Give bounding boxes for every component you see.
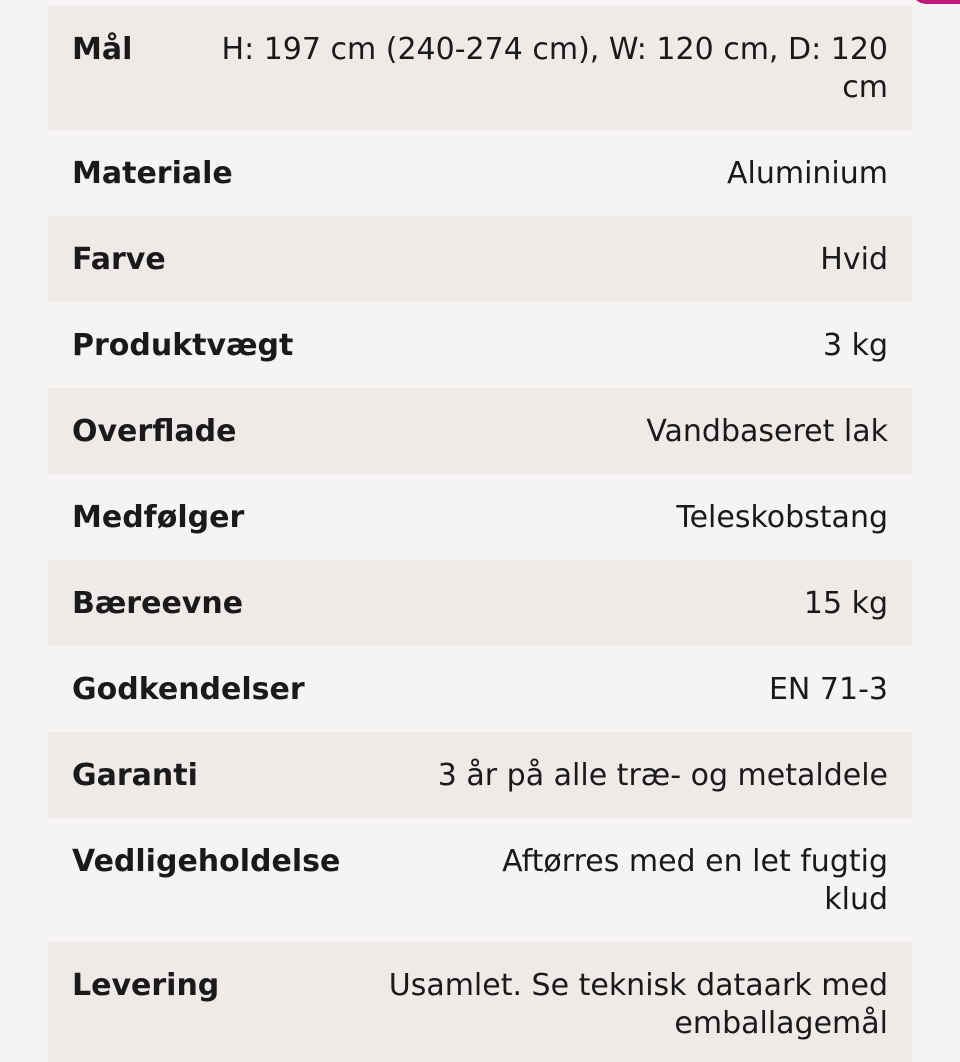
spec-value: 15 kg <box>803 586 888 621</box>
spec-value: Hvid <box>820 242 888 277</box>
spec-row-farve <box>48 216 912 302</box>
accent-corner-decoration <box>912 0 960 4</box>
spec-label: Vedligeholdelse <box>72 844 341 879</box>
spec-value: Aftørres med en let fugtig klud <box>502 844 888 917</box>
spec-value: H: 197 cm (240-274 cm), W: 120 cm, D: 120 cm <box>221 32 888 105</box>
spec-row-godkendelser <box>48 646 912 732</box>
product-spec-table <box>48 6 912 1062</box>
spec-row-maal <box>48 6 912 130</box>
spec-label: Mål <box>72 32 133 67</box>
spec-value: Teleskobstang <box>676 500 888 535</box>
spec-row-produktvaegt <box>48 302 912 388</box>
spec-label: Levering <box>72 968 220 1003</box>
spec-value: 3 år på alle træ- og metaldele <box>437 758 888 793</box>
spec-value: Vandbaseret lak <box>646 414 888 449</box>
spec-label: Medfølger <box>72 500 245 535</box>
spec-row-overflade <box>48 388 912 474</box>
spec-label: Produktvægt <box>72 328 294 363</box>
spec-label: Godkendelser <box>72 672 305 707</box>
spec-row-medfoelger <box>48 474 912 560</box>
spec-value: EN 71-3 <box>768 672 888 707</box>
spec-value: Usamlet. Se teknisk dataark med emballagemål <box>388 968 888 1041</box>
spec-label: Bæreevne <box>72 586 244 621</box>
spec-value: Aluminium <box>726 156 888 191</box>
spec-row-vedligeholdelse <box>48 818 912 942</box>
spec-label: Garanti <box>72 758 198 793</box>
spec-row-garanti <box>48 732 912 818</box>
spec-row-materiale <box>48 130 912 216</box>
spec-label: Farve <box>72 242 166 277</box>
spec-label: Overflade <box>72 414 237 449</box>
spec-value: 3 kg <box>822 328 888 363</box>
spec-row-baereevne <box>48 560 912 646</box>
spec-row-levering <box>48 942 912 1062</box>
spec-label: Materiale <box>72 156 233 191</box>
